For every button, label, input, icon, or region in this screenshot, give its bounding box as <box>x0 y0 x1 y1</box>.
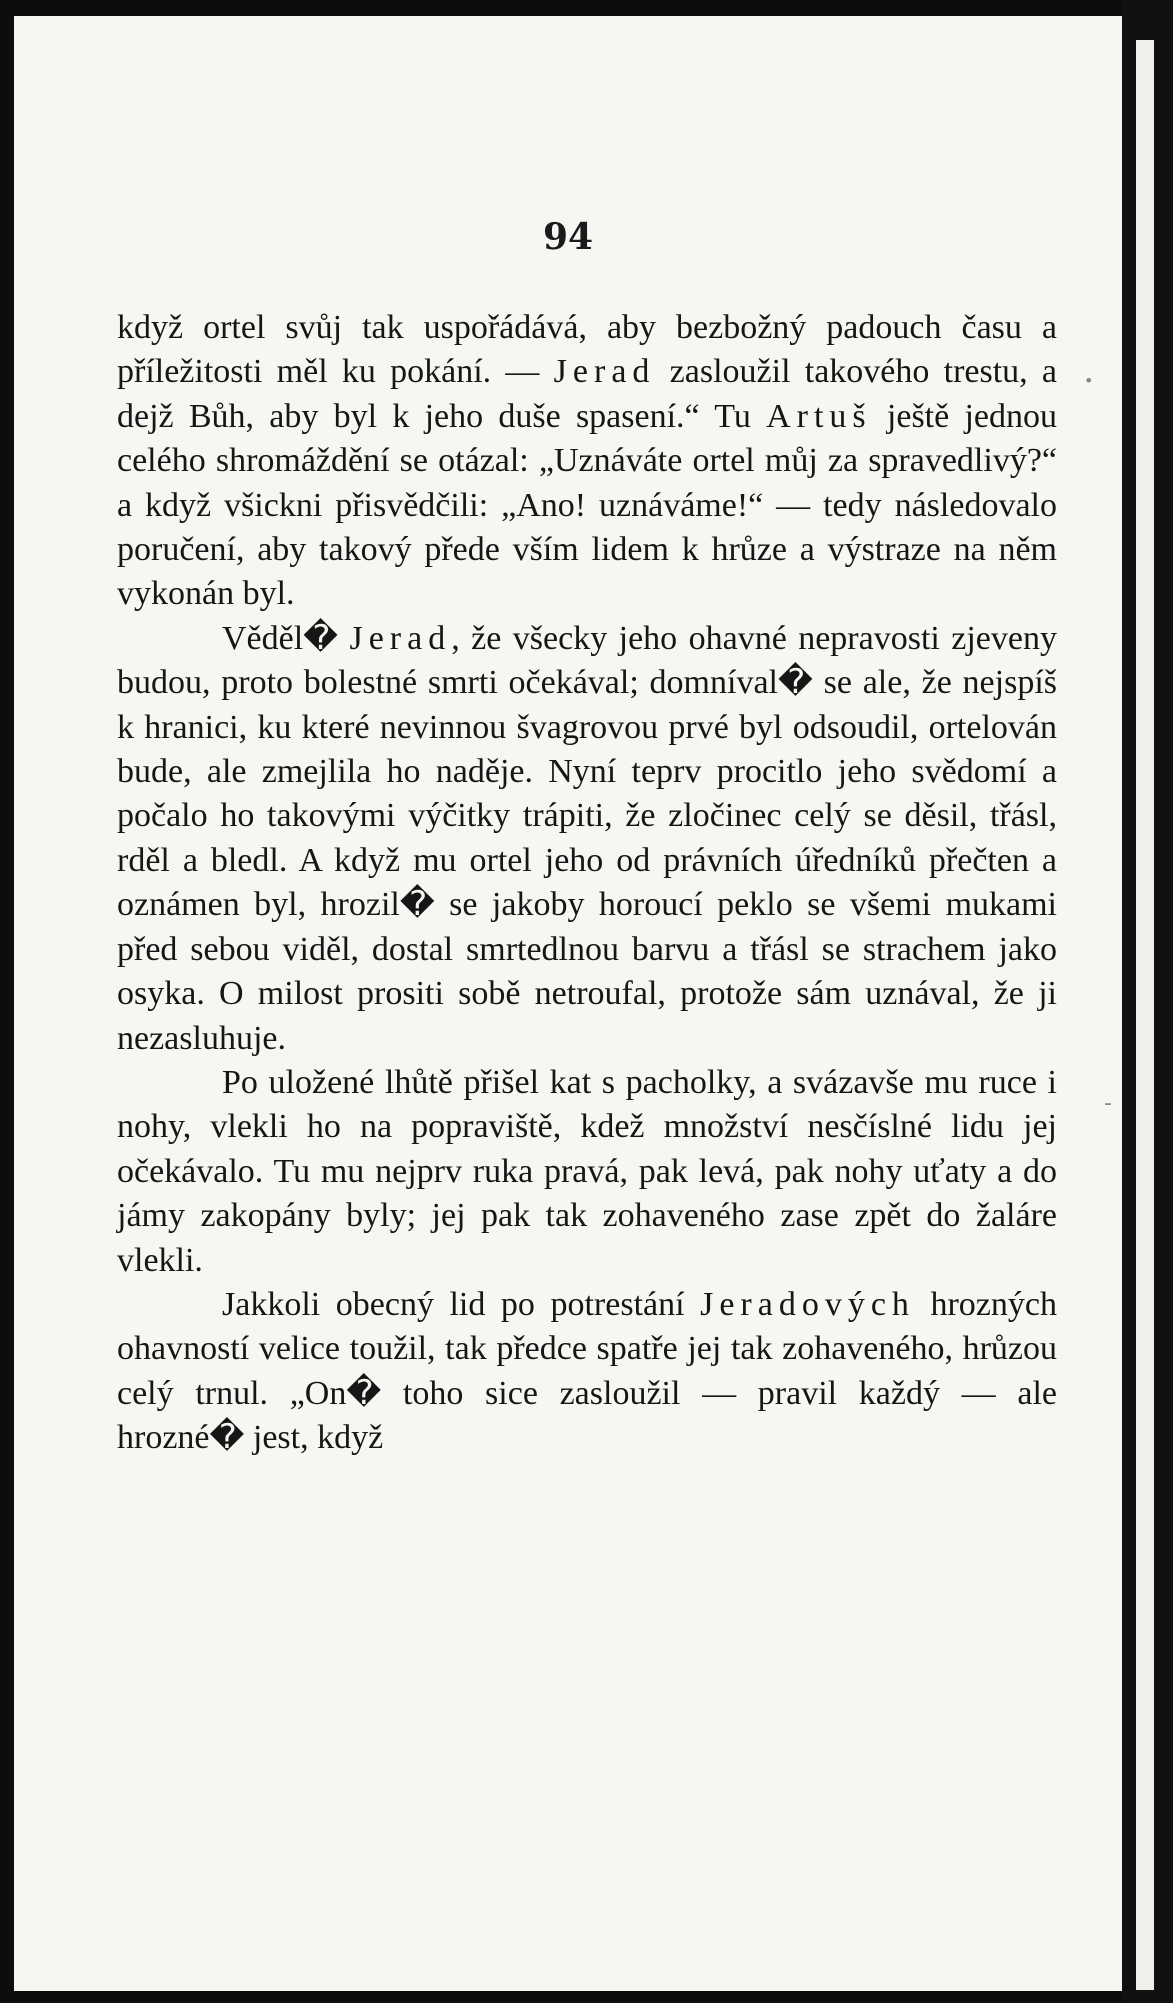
adjacent-sheet <box>1136 40 1154 1990</box>
spaced-name: Jerad <box>553 353 656 391</box>
paragraph <box>117 1061 1057 1283</box>
spaced-name: Jerad <box>349 619 452 657</box>
page-number: 94 <box>542 216 594 258</box>
text-run: , že všecky jeho ohavné nepravosti zjeveny budou, proto bolestné smrti očekával; domníval� se ale, že nejspíš k hranici, ku které nevinnou švagrovou prvé byl odsoudil, ortelován bude, ale zmejlila ho naděje. Nyní teprv procitlo jeho svědomí a počalo ho takovými výčitky trápiti, že zločinec celý se děsil, třásl, rděl a bledl. A když mu ortel jeho od právních úředníků přečten a oznámen byl, hrozil� se jakoby horoucí peklo se všemi mukami před sebou viděl, dostal smrtedlnou barvu a třásl se strachem jako osyka. O milost prositi sobě netroufal, protože sám uznával, že ji nezasluhuje. <box>117 619 1057 1057</box>
spaced-name: Artuš <box>766 397 872 435</box>
text-run: hrozných ohavností velice toužil, tak předce spatře jej tak zohaveného, hrůzou celý trnul. „On� toho sice zasloužil — pravil každý — ale hrozné� jest, když <box>117 1285 1057 1457</box>
paragraph <box>117 306 1057 617</box>
text-run: zasloužil takového trestu, a dejž Bůh, aby byl k jeho duše spasení.“ Tu <box>117 353 1057 435</box>
spaced-name: Jeradových <box>700 1285 915 1323</box>
margin-dash: - <box>1104 1091 1112 1116</box>
paragraph <box>117 617 1057 1061</box>
margin-speck: • <box>1084 371 1094 390</box>
body-text <box>117 306 1057 1461</box>
text-run: Jakkoli obecný lid po potrestání <box>222 1285 701 1323</box>
text-run: když ortel svůj tak uspořádává, aby bezbožný padouch času a příležitosti měl ku pokání. — <box>117 309 1057 391</box>
text-run: Věděl� <box>222 619 350 657</box>
text-run: Po uložené lhůtě přišel kat s pacholky, a svázavše mu ruce i nohy, vlekli ho na popraviště, kdež množství nesčíslné lidu jej očekávalo. Tu mu nejprv ruka pravá, pak levá, pak nohy uťaty a do jámy zakopány byly; jej pak tak zohaveného zase zpět do žaláre vlekli. <box>117 1063 1057 1279</box>
book-page <box>14 16 1122 1991</box>
text-run: ještě jednou celého shromáždění se otázal: „Uznáváte ortel můj za spravedlivý?“ a když všickni přisvědčili: „Ano! uznáváme!“ — tedy následovalo poručení, aby takový přede vším lidem k hrůze a výstraze na něm vykonán byl. <box>117 397 1057 613</box>
paragraph <box>117 1283 1057 1461</box>
